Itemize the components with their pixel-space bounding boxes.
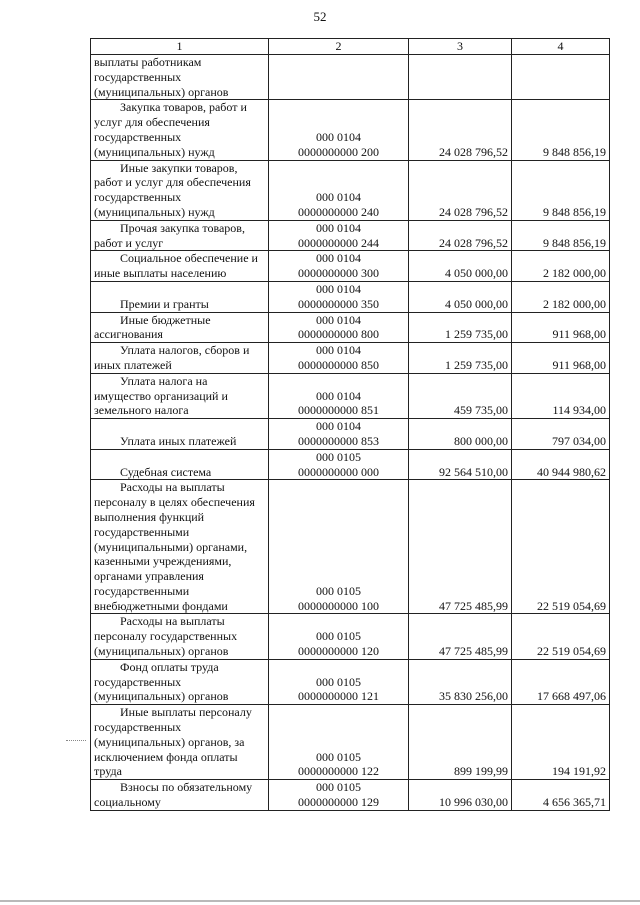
budget-code-cell (269, 312, 409, 343)
amount-col3: 800 000,00 (409, 419, 512, 450)
amount-col3: 24 028 796,52 (409, 100, 512, 160)
amount-col4: 114 934,00 (512, 373, 610, 418)
budget-code-cell (269, 55, 409, 100)
expense-name-cell (91, 343, 269, 374)
budget-code-cell (269, 100, 409, 160)
budget-code-cell (269, 160, 409, 220)
budget-code-article: 0000000000 800 (298, 327, 379, 342)
expense-name: Расходы на выплаты персоналу государственных (муниципальных) органов (94, 614, 238, 659)
amount-col3: 4 050 000,00 (409, 281, 512, 312)
column-number-row (91, 39, 610, 55)
budget-code-cell (269, 373, 409, 418)
expense-name-cell (91, 373, 269, 418)
budget-code-cell (269, 659, 409, 704)
table-row (91, 614, 610, 659)
amount-col3: 47 725 485,99 (409, 614, 512, 659)
budget-code-article: 0000000000 121 (298, 689, 379, 704)
budget-code-section: 000 0105 (316, 629, 361, 644)
table-row (91, 55, 610, 100)
table-row (91, 160, 610, 220)
budget-code-section: 000 0105 (316, 780, 361, 795)
expense-name-cell (91, 55, 269, 100)
table-row (91, 251, 610, 282)
budget-code-cell (269, 419, 409, 450)
budget-code-cell (269, 614, 409, 659)
expense-name: Расходы на выплаты персоналу в целях обеспечения выполнения функций государственными (муниципальными) органами, казенными учреждениями, органами управления государственными внебюджетными фондами (94, 480, 255, 613)
expense-name: Судебная система (120, 464, 212, 479)
column-header: 1 (91, 39, 269, 55)
budget-code-section: 000 0105 (316, 449, 361, 464)
expense-name: Фонд оплаты труда государственных (муниципальных) органов (94, 659, 229, 704)
amount-col3: 92 564 510,00 (409, 449, 512, 480)
expense-name: Уплата налогов, сборов и иных платежей (94, 343, 250, 372)
column-header: 2 (269, 39, 409, 55)
amount-col4: 22 519 054,69 (512, 614, 610, 659)
budget-code-cell (269, 449, 409, 480)
amount-col4: 9 848 856,19 (512, 220, 610, 251)
expense-name: Премии и гранты (120, 296, 209, 311)
budget-code-article: 0000000000 853 (298, 433, 379, 448)
expense-name-cell (91, 160, 269, 220)
expense-name-cell (91, 312, 269, 343)
budget-code-section: 000 0104 (316, 190, 361, 205)
amount-col3 (409, 55, 512, 100)
expense-name-cell (91, 659, 269, 704)
expense-name: Уплата иных платежей (120, 433, 237, 448)
budget-table (90, 38, 610, 811)
amount-col3: 47 725 485,99 (409, 480, 512, 614)
amount-col4: 911 968,00 (512, 343, 610, 374)
budget-code-section: 000 0104 (316, 251, 361, 266)
amount-col4: 9 848 856,19 (512, 100, 610, 160)
table-row (91, 220, 610, 251)
amount-col3: 24 028 796,52 (409, 220, 512, 251)
expense-name-cell (91, 480, 269, 614)
table-row (91, 659, 610, 704)
expense-name-cell (91, 780, 269, 811)
amount-col4 (512, 55, 610, 100)
amount-col4: 194 191,92 (512, 705, 610, 780)
amount-col4: 40 944 980,62 (512, 449, 610, 480)
amount-col4: 911 968,00 (512, 312, 610, 343)
budget-code-cell (269, 705, 409, 780)
scan-artifact (66, 740, 86, 742)
budget-code-article: 0000000000 300 (298, 266, 379, 281)
budget-code-section: 000 0104 (316, 281, 361, 296)
table-row (91, 100, 610, 160)
expense-name: Уплата налога на имущество организаций и земельного налога (94, 373, 228, 418)
expense-name-cell (91, 281, 269, 312)
budget-code-cell (269, 220, 409, 251)
amount-col4: 17 668 497,06 (512, 659, 610, 704)
expense-name: Закупка товаров, работ и услуг для обеспечения государственных (муниципальных) нужд (94, 100, 247, 159)
budget-code-section: 000 0104 (316, 343, 361, 358)
expense-name: Прочая закупка товаров, работ и услуг (94, 220, 245, 250)
amount-col4: 797 034,00 (512, 419, 610, 450)
budget-code-article: 0000000000 129 (298, 795, 379, 810)
budget-code-section: 000 0104 (316, 312, 361, 327)
budget-code-section: 000 0104 (316, 129, 361, 144)
expense-name-cell (91, 100, 269, 160)
budget-code-section: 000 0105 (316, 749, 361, 764)
amount-col4: 2 182 000,00 (512, 281, 610, 312)
budget-code-article: 0000000000 244 (298, 235, 379, 250)
expense-name: Иные выплаты персоналу государственных (муниципальных) органов, за исключением фонда оплаты труда (94, 705, 252, 779)
budget-code-section: 000 0104 (316, 419, 361, 434)
expense-name: выплаты работникам государственных (муниципальных) органов (94, 55, 229, 99)
budget-code-article: 0000000000 100 (298, 598, 379, 613)
expense-name-cell (91, 705, 269, 780)
expense-name: Иные закупки товаров, работ и услуг для обеспечения государственных (муниципальных) нужд (94, 160, 251, 219)
amount-col3: 24 028 796,52 (409, 160, 512, 220)
budget-code-section: 000 0104 (316, 220, 361, 235)
amount-col4: 22 519 054,69 (512, 480, 610, 614)
amount-col3: 1 259 735,00 (409, 312, 512, 343)
budget-code-cell (269, 281, 409, 312)
page-bottom-edge (0, 900, 640, 902)
table-row (91, 480, 610, 614)
budget-code-section: 000 0104 (316, 388, 361, 403)
column-header: 4 (512, 39, 610, 55)
budget-code-article: 0000000000 200 (298, 144, 379, 159)
budget-code-section: 000 0105 (316, 674, 361, 689)
budget-code-article: 0000000000 120 (298, 644, 379, 659)
column-header: 3 (409, 39, 512, 55)
amount-col4: 4 656 365,71 (512, 780, 610, 811)
budget-code-cell (269, 480, 409, 614)
amount-col3: 899 199,99 (409, 705, 512, 780)
table-row (91, 449, 610, 480)
amount-col3: 10 996 030,00 (409, 780, 512, 811)
budget-code-article: 0000000000 122 (298, 764, 379, 779)
table-row (91, 705, 610, 780)
expense-name-cell (91, 614, 269, 659)
table-row (91, 312, 610, 343)
budget-code-article: 0000000000 350 (298, 296, 379, 311)
table-row (91, 281, 610, 312)
expense-name: Иные бюджетные ассигнования (94, 312, 211, 342)
amount-col4: 9 848 856,19 (512, 160, 610, 220)
amount-col3: 459 735,00 (409, 373, 512, 418)
expense-name-cell (91, 419, 269, 450)
budget-code-cell (269, 343, 409, 374)
table-row (91, 419, 610, 450)
expense-name: Социальное обеспечение и иные выплаты населению (94, 251, 258, 281)
budget-code-cell (269, 251, 409, 282)
amount-col4: 2 182 000,00 (512, 251, 610, 282)
amount-col3: 4 050 000,00 (409, 251, 512, 282)
table-row (91, 343, 610, 374)
budget-code-cell (269, 780, 409, 811)
table-row (91, 373, 610, 418)
amount-col3: 1 259 735,00 (409, 343, 512, 374)
expense-name-cell (91, 251, 269, 282)
expense-name-cell (91, 220, 269, 251)
budget-code-article: 0000000000 851 (298, 403, 379, 418)
budget-code-article: 0000000000 000 (298, 464, 379, 479)
expense-name-cell (91, 449, 269, 480)
budget-code-article: 0000000000 240 (298, 204, 379, 219)
expense-name: Взносы по обязательному социальному (94, 780, 253, 810)
amount-col3: 35 830 256,00 (409, 659, 512, 704)
table-row (91, 780, 610, 811)
page-number: 52 (313, 9, 327, 24)
budget-code-article: 0000000000 850 (298, 357, 379, 372)
budget-code-section: 000 0105 (316, 583, 361, 598)
